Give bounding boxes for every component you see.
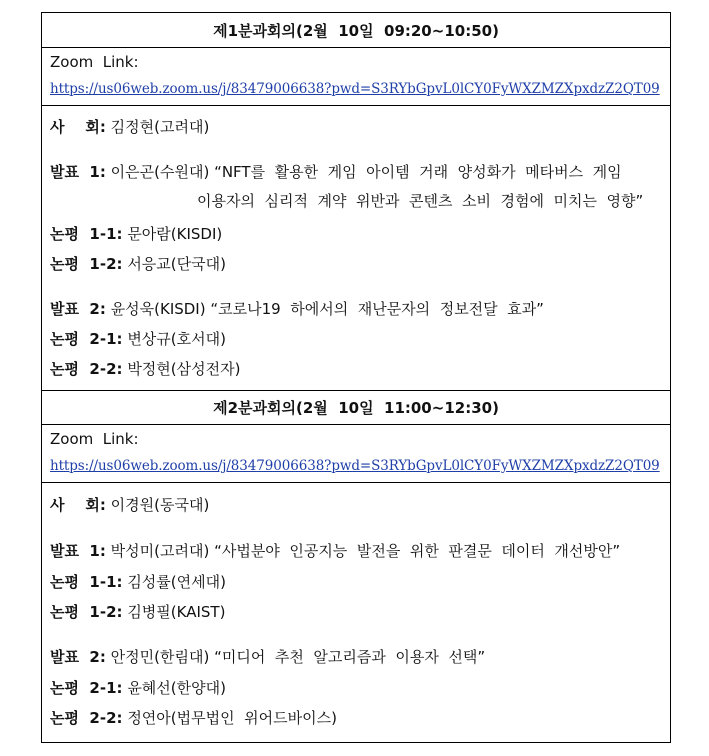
talk-label: 발표 1: xyxy=(50,542,106,560)
discussant-label: 논평 1-2: xyxy=(50,255,123,273)
discussant-name: 정연아(법무법인 위어드바이스) xyxy=(127,709,337,727)
discussant-name: 윤혜선(한양대) xyxy=(127,679,226,697)
discussant-name: 변상규(호서대) xyxy=(127,330,226,348)
session2-discussant-1-2 xyxy=(50,602,225,622)
session2-zoom-label: Zoom Link: xyxy=(50,430,139,448)
session1-zoom-link[interactable]: https://us06web.zoom.us/j/83479006638?pwd=S3RYbGpvL0lCY0FyWXZMZXpxdzZ2QT09 xyxy=(50,81,660,97)
session1-discussant-1-2 xyxy=(50,254,226,274)
discussant-label: 논평 1-2: xyxy=(50,603,123,621)
talk-speaker: 윤성욱(KISDI) “코로나19 하에서의 재난문자의 정보전달 효과” xyxy=(110,300,544,318)
session2-zoom-link[interactable]: https://us06web.zoom.us/j/83479006638?pwd=S3RYbGpvL0lCY0FyWXZMZXpxdzZ2QT09 xyxy=(50,458,660,474)
talk-label: 발표 1: xyxy=(50,163,106,181)
discussant-name: 김성률(연세대) xyxy=(127,573,226,591)
talk-label: 발표 2: xyxy=(50,300,106,318)
divider xyxy=(42,482,670,483)
session2-title: 제2분과회의(2월 10일 11:00~12:30) xyxy=(213,399,499,417)
schedule-table xyxy=(41,12,671,743)
session1-chair xyxy=(50,117,209,137)
chair-name: 이경원(동국대) xyxy=(110,496,210,514)
discussant-label: 논평 2-1: xyxy=(50,679,123,697)
session1-talk1-cont: 이용자의 심리적 계약 위반과 콘텐츠 소비 경험에 미치는 영향” xyxy=(197,192,644,210)
session1-talk1 xyxy=(50,162,622,182)
talk-speaker: 안정민(한림대) “미디어 추천 알고리즘과 이용자 선택” xyxy=(110,648,486,666)
session2-discussant-1-1 xyxy=(50,572,226,592)
session2-talk2 xyxy=(50,647,485,667)
discussant-name: 서응교(단국대) xyxy=(127,255,226,273)
discussant-name: 문아람(KISDI) xyxy=(127,225,223,243)
chair-name: 김정현(고려대) xyxy=(110,118,210,136)
session1-title: 제1분과회의(2월 10일 09:20~10:50) xyxy=(213,22,499,40)
discussant-label: 논평 2-2: xyxy=(50,709,123,727)
session2-discussant-2-2 xyxy=(50,708,337,728)
talk-label: 발표 2: xyxy=(50,648,106,666)
session2-discussant-2-1 xyxy=(50,678,226,698)
session1-zoom-label: Zoom Link: xyxy=(50,53,139,71)
session2-chair xyxy=(50,495,209,515)
session1-discussant-2-2 xyxy=(50,359,240,379)
discussant-label: 논평 2-1: xyxy=(50,330,123,348)
talk-speaker: 이은곤(수원대) “NFT를 활용한 게임 아이템 거래 양성화가 메타버스 게임 xyxy=(110,163,622,181)
divider xyxy=(42,390,670,391)
talk-speaker: 박성미(고려대) “사법분야 인공지능 발전을 위한 판결문 데이터 개선방안” xyxy=(110,542,621,560)
discussant-name: 김병필(KAIST) xyxy=(127,603,226,621)
session1-discussant-2-1 xyxy=(50,329,226,349)
discussant-label: 논평 2-2: xyxy=(50,360,123,378)
discussant-label: 논평 1-1: xyxy=(50,225,123,243)
chair-label: 사 회: xyxy=(50,496,106,514)
divider xyxy=(42,424,670,425)
session1-talk2 xyxy=(50,299,544,319)
discussant-name: 박정현(삼성전자) xyxy=(127,360,241,378)
session1-discussant-1-1 xyxy=(50,224,222,244)
discussant-label: 논평 1-1: xyxy=(50,573,123,591)
session2-talk1 xyxy=(50,541,620,561)
divider xyxy=(42,105,670,106)
divider xyxy=(42,47,670,48)
chair-label: 사 회: xyxy=(50,118,106,136)
